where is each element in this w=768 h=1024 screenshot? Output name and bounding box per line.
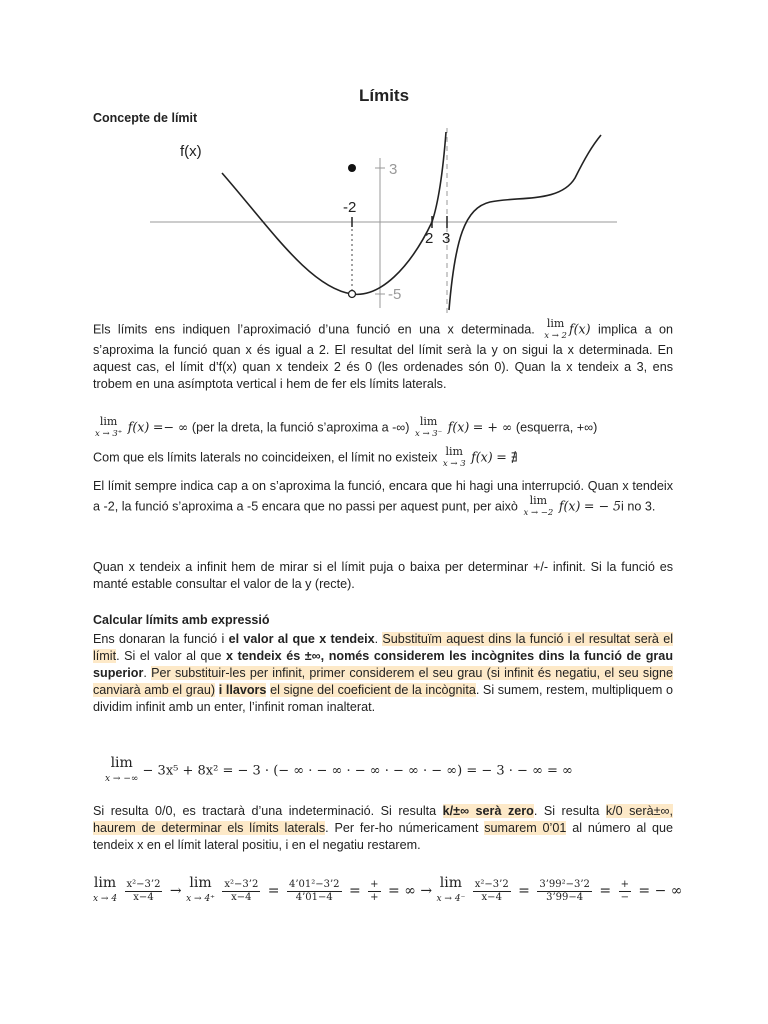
label-3: 3 [389,161,398,178]
paragraph-4: El límit sempre indica cap a on s’aproxima la funció, encara que hi hagi una interrupció. Quan x tendeix a -2, la funció s’aproxima a -5 encara que no passi per aquest punt, per això lim x → −2 f(x) = − 5i no 3. [93,479,673,518]
equation-limit-infinity: lim x → −∞ − 3x⁵ + 8x² = − 3 · (− ∞ · − ∞ · − ∞ · − ∞ · − ∞) = − 3 · − ∞ = ∞ [105,755,573,784]
graph-fx-label: f(x) [180,143,202,160]
p1-text-b: implica a on s’aproxima la funció quan x és igual a 2. El resultat del límit serà la y on sigui la x determinada. En aquest cas, el límit d’f(x) quan x tendeix 2 és 0 (les ordenades són 0). Quan la x tendeix a 3, ens trobem en una asímptota vertical i hem de fer els límits laterals. [93,322,674,391]
paragraph-1 [93,318,673,393]
paragraph-3: Com que els límits laterals no coincideixen, el límit no existeix lim x → 3 f(x) = ∄ [93,445,518,469]
lim-x-2: lim x → 2 [544,317,567,341]
section-heading-concept: Concepte de límit [93,111,198,125]
label-3b: 3 [442,230,451,247]
curve-left [222,132,446,294]
section-heading-calc: Calcular límits amb expressió [93,613,270,627]
filled-point [348,164,356,172]
p1-fx: f(x) [568,321,591,337]
label-2: 2 [425,230,434,247]
paragraph-7: Si resulta 0/0, es tractarà d’una indeterminació. Si resulta k/±∞ serà zero. Si resulta k/0 serà±∞, haurem de determinar els límits laterals. Per fer-ho númericament sumarem 0’01 al número al que tendeix x en el límit lateral positiu, i en el negatiu restarem. [93,804,674,852]
equation-lateral-limits: lim x → 4 $\frac{\text{x²−3’2}}{x-4}$ → lim x → 4⁺ $\frac{\text{x²−3’2}}{x-4}$ = $\frac{\text{4’01²−3’2}}{4’01-4}$ = $\frac{+}{+}$ = ∞ → lim x → 4⁻ $\frac{\text{x²−3’2}}{x-4}$ = $\frac{\text{3’99²−3’2}}{3’99-4}$ = $\frac{+}{-}$ = − ∞ [93,875,683,904]
paragraph-6: Ens donaran la funció i el valor al que x tendeix. Substituïm aquest dins la funció i el resultat serà el límit. Si el valor al que x tendeix és ±∞, només considerem les incògnites dins la funció de grau superior. Per substituir-les per infinit, primer considerem el seu grau (si infinit és negatiu, el seu signe canviarà amb el grau) i llavors el signe del coeficient de la incògnita. Si sumem, restem, multipliquem o dividim infinit amb un enter, l’infinit roman inalterat. [93,632,674,714]
paragraph-2: lim x → 3⁺ f(x) =− ∞ (per la dreta, la funció s’aproxima a -∞) lim x → 3⁻ f(x) = + ∞ (esquerra, +∞) [95,415,598,439]
paragraph-5: Quan x tendeix a infinit hem de mirar si el límit puja o baixa per determinar +/- infinit. Si la funció es manté estable consultar el valor de la y (recte). [93,560,673,591]
p1-text-a: Els límits ens indiquen l’aproximació d’una funció en una x determinada. [93,322,535,337]
label-neg2: -2 [343,199,357,216]
page-title: Límits [358,86,410,105]
open-point [349,291,356,298]
function-graph [0,118,768,318]
label-neg5: -5 [388,286,402,303]
